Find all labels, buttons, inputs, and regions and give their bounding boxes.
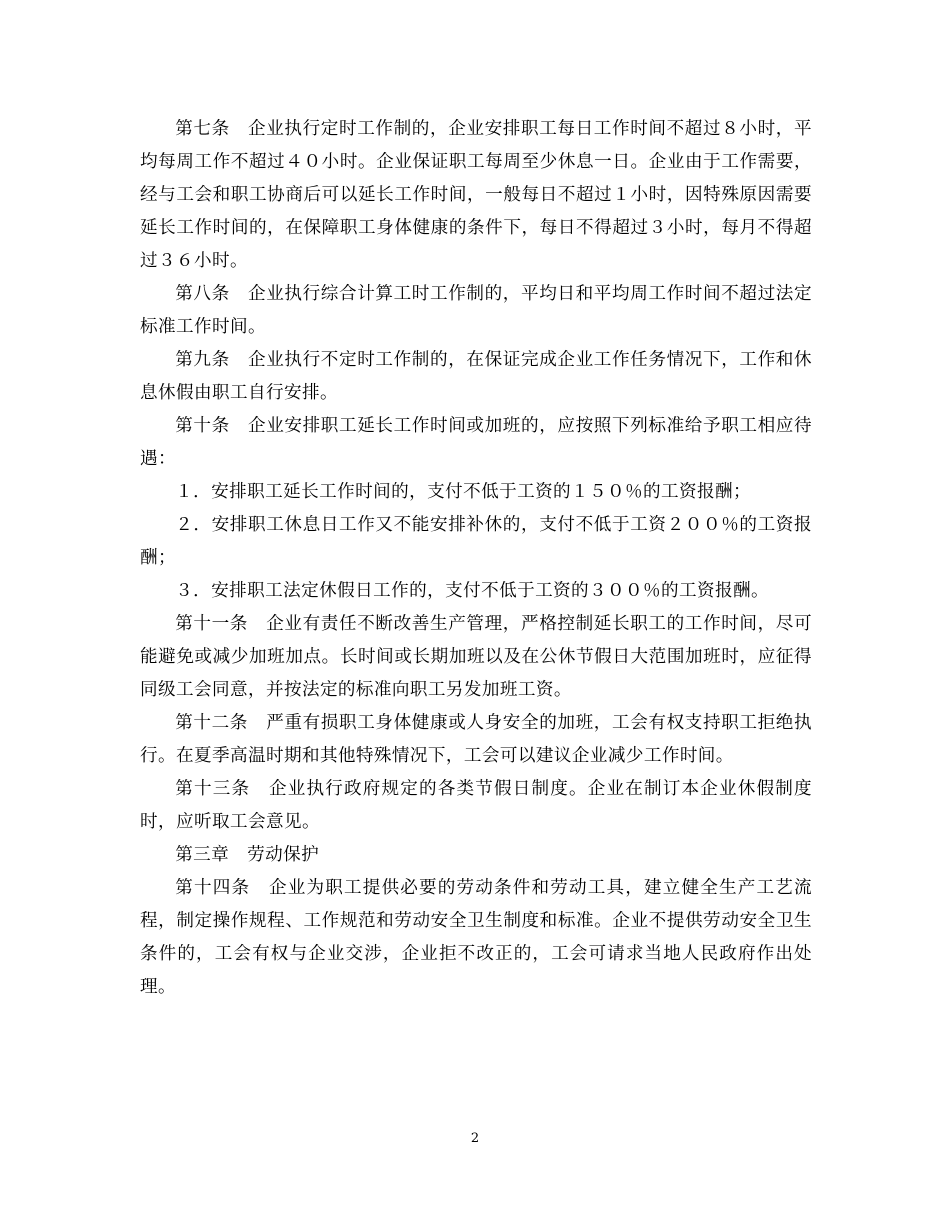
article-13-paragraph: 第十三条 企业执行政府规定的各类节假日制度。企业在制订本企业休假制度时，应听取工会意见。 [140,779,812,832]
article-10-item-2: ２．安排职工休息日工作又不能安排补休的，支付不低于工资２００％的工资报酬； [140,515,812,568]
article-10-item-3: ３．安排职工法定休假日工作的，支付不低于工资的３００％的工资报酬。 [175,581,769,601]
article-14-paragraph: 第十四条 企业为职工提供必要的劳动条件和劳动工具，建立健全生产工艺流程，制定操作规程、工作规范和劳动安全卫生制度和标准。企业不提供劳动安全卫生条件的，工会有权与企业交涉，企业拒不改正的，工会可请求当地人民政府作出处理。 [140,878,812,997]
article-11-paragraph: 第十一条 企业有责任不断改善生产管理，严格控制延长职工的工作时间，尽可能避免或减少加班加点。长时间或长期加班以及在公休节假日大范围加班时，应征得同级工会同意，并按法定的标准向职工另发加班工资。 [140,614,812,700]
document-body [140,113,812,1004]
chapter-3-heading: 第三章 劳动保护 [175,845,320,865]
page-number: 2 [470,1131,480,1146]
article-9-paragraph: 第九条 企业执行不定时工作制的，在保证完成企业工作任务情况下，工作和休息休假由职工自行安排。 [140,350,812,403]
article-8-paragraph: 第八条 企业执行综合计算工时工作制的，平均日和平均周工作时间不超过法定标准工作时间。 [140,284,812,337]
article-10-paragraph: 第十条 企业安排职工延长工作时间或加班的，应按照下列标准给予职工相应待遇： [140,416,812,469]
article-12-paragraph: 第十二条 严重有损职工身体健康或人身安全的加班，工会有权支持职工拒绝执行。在夏季高温时期和其他特殊情况下，工会可以建议企业减少工作时间。 [140,713,812,766]
article-10-item-1: １．安排职工延长工作时间的，支付不低于工资的１５０％的工资报酬； [175,482,751,502]
article-7-paragraph: 第七条 企业执行定时工作制的，企业安排职工每日工作时间不超过８小时，平均每周工作不超过４０小时。企业保证职工每周至少休息一日。企业由于工作需要，经与工会和职工协商后可以延长工作时间，一般每日不超过１小时，因特殊原因需要延长工作时间的，在保障职工身体健康的条件下，每日不得超过３小时，每月不得超过３６小时。 [140,119,812,271]
